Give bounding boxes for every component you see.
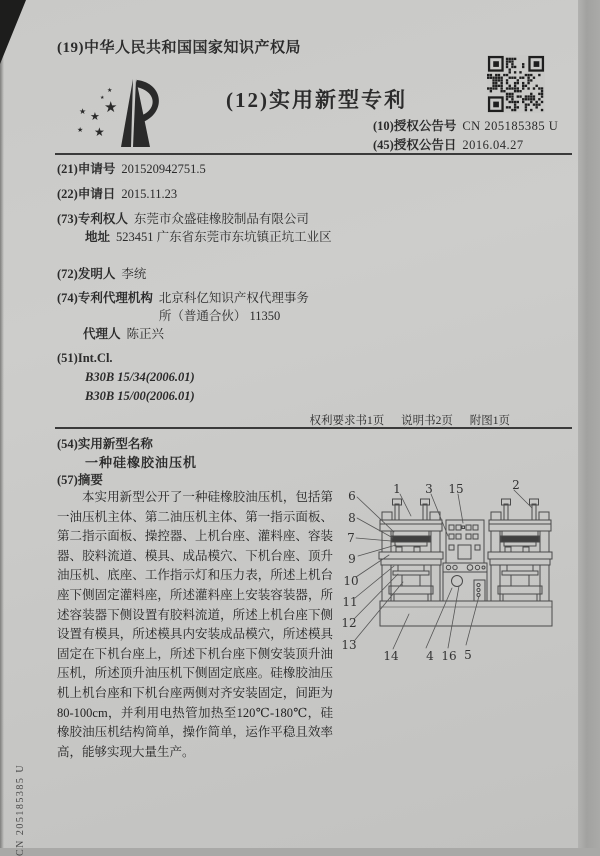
figure-label-3: 3 — [425, 482, 433, 496]
application-date-value: 2015.11.23 — [121, 187, 178, 201]
patent-office-line: (19)中华人民共和国国家知识产权局 — [57, 40, 301, 56]
figure-label-2: 2 — [512, 478, 520, 492]
star-icon: ★ — [94, 125, 105, 139]
header-rule — [55, 153, 572, 155]
address-value: 523451 广东省东莞市东坑镇正坑工业区 — [116, 230, 332, 244]
application-date-label: (22)申请日 — [57, 187, 116, 201]
address-row — [85, 228, 334, 246]
page-counts-line — [296, 412, 511, 428]
star-icon: ★ — [104, 98, 118, 116]
doc-type-title: (12)实用新型专利 — [226, 88, 407, 112]
figure-label-5: 5 — [464, 648, 472, 662]
figure-label-15: 15 — [448, 482, 464, 496]
agent-label: 代理人 — [83, 327, 121, 341]
figure-label-14: 14 — [383, 649, 399, 663]
inventor-value: 李统 — [121, 267, 147, 281]
star-icon: ★ — [90, 110, 100, 123]
application-number-value: 201520942751.5 — [121, 162, 206, 176]
agency-label: (74)专利代理机构 — [57, 291, 153, 305]
side-document-code: CN 205185385 U — [15, 763, 26, 856]
application-date-row — [57, 185, 177, 203]
inventor-row — [57, 265, 146, 283]
patentee-row — [57, 210, 309, 228]
figure-label-10: 10 — [343, 574, 359, 588]
machine-base-drawing — [380, 601, 552, 626]
sipo-logo-icon — [60, 70, 188, 159]
patentee-value: 东莞市众盛硅橡胶制品有限公司 — [133, 212, 309, 226]
figure-label-1: 1 — [393, 482, 401, 496]
application-number-label: (21)申请号 — [57, 162, 116, 176]
intcl-row — [57, 349, 119, 367]
abstract-label: (57)摘要 — [57, 473, 103, 487]
control-console-drawing — [443, 520, 487, 601]
claims-pages: 权利要求书1页 — [309, 415, 385, 427]
figure-label-11: 11 — [342, 595, 358, 609]
agent-row — [83, 325, 164, 343]
patent-figure — [336, 468, 578, 673]
photo-edge-right — [578, 0, 600, 848]
grant-date-line — [373, 135, 524, 153]
star-icon: ★ — [79, 107, 87, 116]
invention-name-label: (54)实用新型名称 — [57, 437, 153, 451]
grant-number-value: CN 205185385 U — [462, 119, 559, 133]
intcl-entry: B30B 15/00(2006.01) — [85, 389, 195, 403]
grant-number-label: (10)授权公告号 — [373, 119, 457, 133]
description-pages: 说明书2页 — [401, 415, 453, 427]
star-icon: ★ — [107, 87, 113, 94]
figure-label-7: 7 — [347, 531, 355, 545]
star-icon: ★ — [77, 126, 84, 134]
application-number-row — [57, 160, 206, 178]
intcl-entry: B30B 15/34(2006.01) — [85, 370, 195, 384]
abstract-text: 本实用新型公开了一种硅橡胶油压机，包括第一油压机主体、第二油压机主体、第一指示面板、第二指示面板、操控器、上机台座、灌料座、容装器、胶料流道、模具、成品模穴、下机台座、顶升油压机、底座、工作指示灯和压力表，所述上机台座下侧固定灌料座，所述灌料座上安装容装器，所述容装器下侧设置有胶料流道，所述上机台座下侧设置有模具，所述模具内安装成品模穴，所述模具固定在下机台座上，所述下机台座下侧安装顶升油压机，所述顶升油压机下侧固定底座。硅橡胶油压机上机台座和下机台座两侧对齐安装固定，间距为80-100cm，并利用电热管加热至120℃-180℃，硅橡胶油压机结构简单，操作简单，运作平稳且效率高，能够实现大量生产。 — [57, 490, 333, 759]
drawings-pages: 附图1页 — [469, 415, 510, 427]
intcl-label: (51)Int.Cl. — [57, 351, 113, 365]
figure-label-16: 16 — [441, 649, 457, 663]
invention-name: 一种硅橡胶油压机 — [85, 455, 198, 470]
body-rule — [55, 427, 572, 429]
agency-row — [57, 289, 317, 325]
agency-value: 北京科亿知识产权代理事务所（普通合伙） 11350 — [158, 291, 309, 323]
star-icon: ★ — [100, 95, 105, 101]
grant-number-line — [373, 116, 558, 134]
photo-edge-left — [0, 0, 4, 848]
qr-code-icon — [487, 55, 545, 118]
figure-label-9: 9 — [348, 552, 356, 566]
address-label: 地址 — [85, 230, 111, 244]
figure-label-6: 6 — [348, 489, 356, 503]
press-machine-drawing — [379, 499, 443, 601]
grant-date-label: (45)授权公告日 — [373, 138, 457, 152]
figure-label-13: 13 — [341, 638, 357, 652]
figure-label-4: 4 — [426, 649, 434, 663]
inventor-label: (72)发明人 — [57, 267, 116, 281]
patentee-label: (73)专利权人 — [57, 212, 128, 226]
grant-date-value: 2016.04.27 — [462, 138, 524, 152]
figure-label-8: 8 — [348, 511, 356, 525]
agent-value: 陈正兴 — [126, 327, 165, 341]
figure-label-12: 12 — [341, 616, 357, 630]
